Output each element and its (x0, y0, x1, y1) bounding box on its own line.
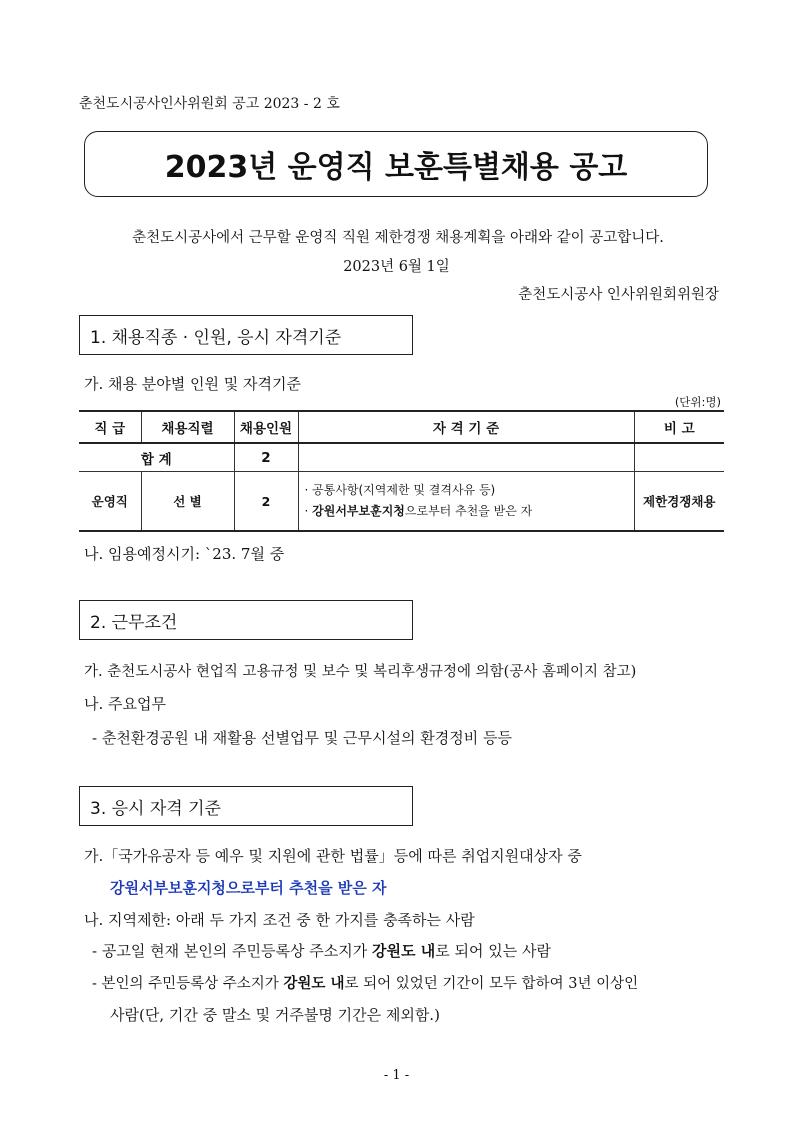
cell-series: 선 별 (141, 472, 234, 532)
cell-grade: 운영직 (79, 472, 141, 532)
qual-line-2 (305, 501, 633, 522)
total-label: 합 계 (79, 443, 234, 472)
qual-line-2-prefix: · (304, 504, 313, 518)
notice-number: 춘천도시공사인사위원회 공고 2023 - 2 호 (79, 96, 340, 112)
cond1-bold: 강원도 내 (372, 942, 436, 960)
cond2-bold: 강원도 내 (283, 976, 345, 992)
total-note-empty (634, 443, 724, 472)
intro-text: 춘천도시공사에서 근무할 운영직 직원 제한경쟁 채용계획을 아래와 같이 공고합니다. (132, 230, 664, 246)
cell-qualification (298, 472, 634, 532)
table-header-row (79, 411, 724, 443)
page-title: 2023년 운영직 보훈특별채용 공고 (164, 150, 628, 185)
section1-heading: 1. 채용직종 · 인원, 응시 자격기준 (79, 315, 413, 355)
header-note: 비 고 (634, 411, 724, 443)
region-condition-1 (92, 940, 551, 961)
section2-heading: 2. 근무조건 (79, 600, 413, 640)
section2-item-ga: 가. 춘천도시공사 현업직 고용규정 및 보수 및 복리후생규정에 의함(공사 홈페이지 참고) (84, 664, 637, 680)
header-grade: 직 급 (79, 411, 141, 443)
header-count: 채용인원 (234, 411, 298, 443)
cond2-suffix: 로 되어 있었던 기간이 모두 합하여 3년 이상인 (344, 976, 639, 992)
section1-item-na: 나. 임용예정시기: `23. 7월 중 (84, 545, 285, 563)
region-condition-2-line2: 사람(단, 기간 중 말소 및 거주불명 기간은 제외함.) (110, 1006, 440, 1024)
section3-item-ga: 가.「국가유공자 등 예우 및 지원에 관한 법률」등에 따른 취업지원대상자 중 (84, 847, 582, 865)
section2-item-na-detail: - 춘천환경공원 내 재활용 선별업무 및 근무시설의 환경정비 등등 (92, 729, 512, 747)
cond2-prefix: - 본인의 주민등록상 주소지가 (92, 976, 284, 992)
title-box (84, 131, 708, 197)
announcement-date: 2023년 6월 1일 (343, 259, 450, 275)
qual-line-2-bold: 강원서부보훈지청 (312, 504, 405, 518)
total-qual-empty (298, 443, 634, 472)
table-row (79, 472, 724, 532)
header-qualification: 자 격 기 준 (298, 411, 634, 443)
issuer: 춘천도시공사 인사위원회위원장 (518, 287, 719, 303)
section3-heading: 3. 응시 자격 기준 (79, 786, 413, 826)
table-row-total (79, 443, 724, 472)
cond1-suffix: 로 되어 있는 사람 (435, 942, 551, 960)
cond1-prefix: - 공고일 현재 본인의 주민등록상 주소지가 (92, 942, 373, 960)
total-count: 2 (234, 443, 298, 472)
qual-line-1: · 공통사항(지역제한 및 결격사유 등) (304, 483, 496, 497)
recruitment-table (79, 410, 724, 532)
cell-note: 제한경쟁채용 (634, 472, 724, 532)
section3-highlight: 강원서부보훈지청으로부터 추천을 받은 자 (110, 879, 387, 897)
cell-count: 2 (234, 472, 298, 532)
header-series: 채용직렬 (141, 411, 234, 443)
section3-item-na: 나. 지역제한: 아래 두 가지 조건 중 한 가지를 충족하는 사람 (84, 911, 475, 929)
qual-line-2-rest: 으로부터 추천을 받은 자 (404, 504, 533, 518)
unit-label: (단위:명) (674, 395, 721, 409)
section1-item-ga: 가. 채용 분야별 인원 및 자격기준 (84, 375, 301, 393)
region-condition-2 (92, 972, 638, 993)
page-number: - 1 - (383, 1068, 410, 1083)
section2-item-na: 나. 주요업무 (84, 695, 166, 713)
